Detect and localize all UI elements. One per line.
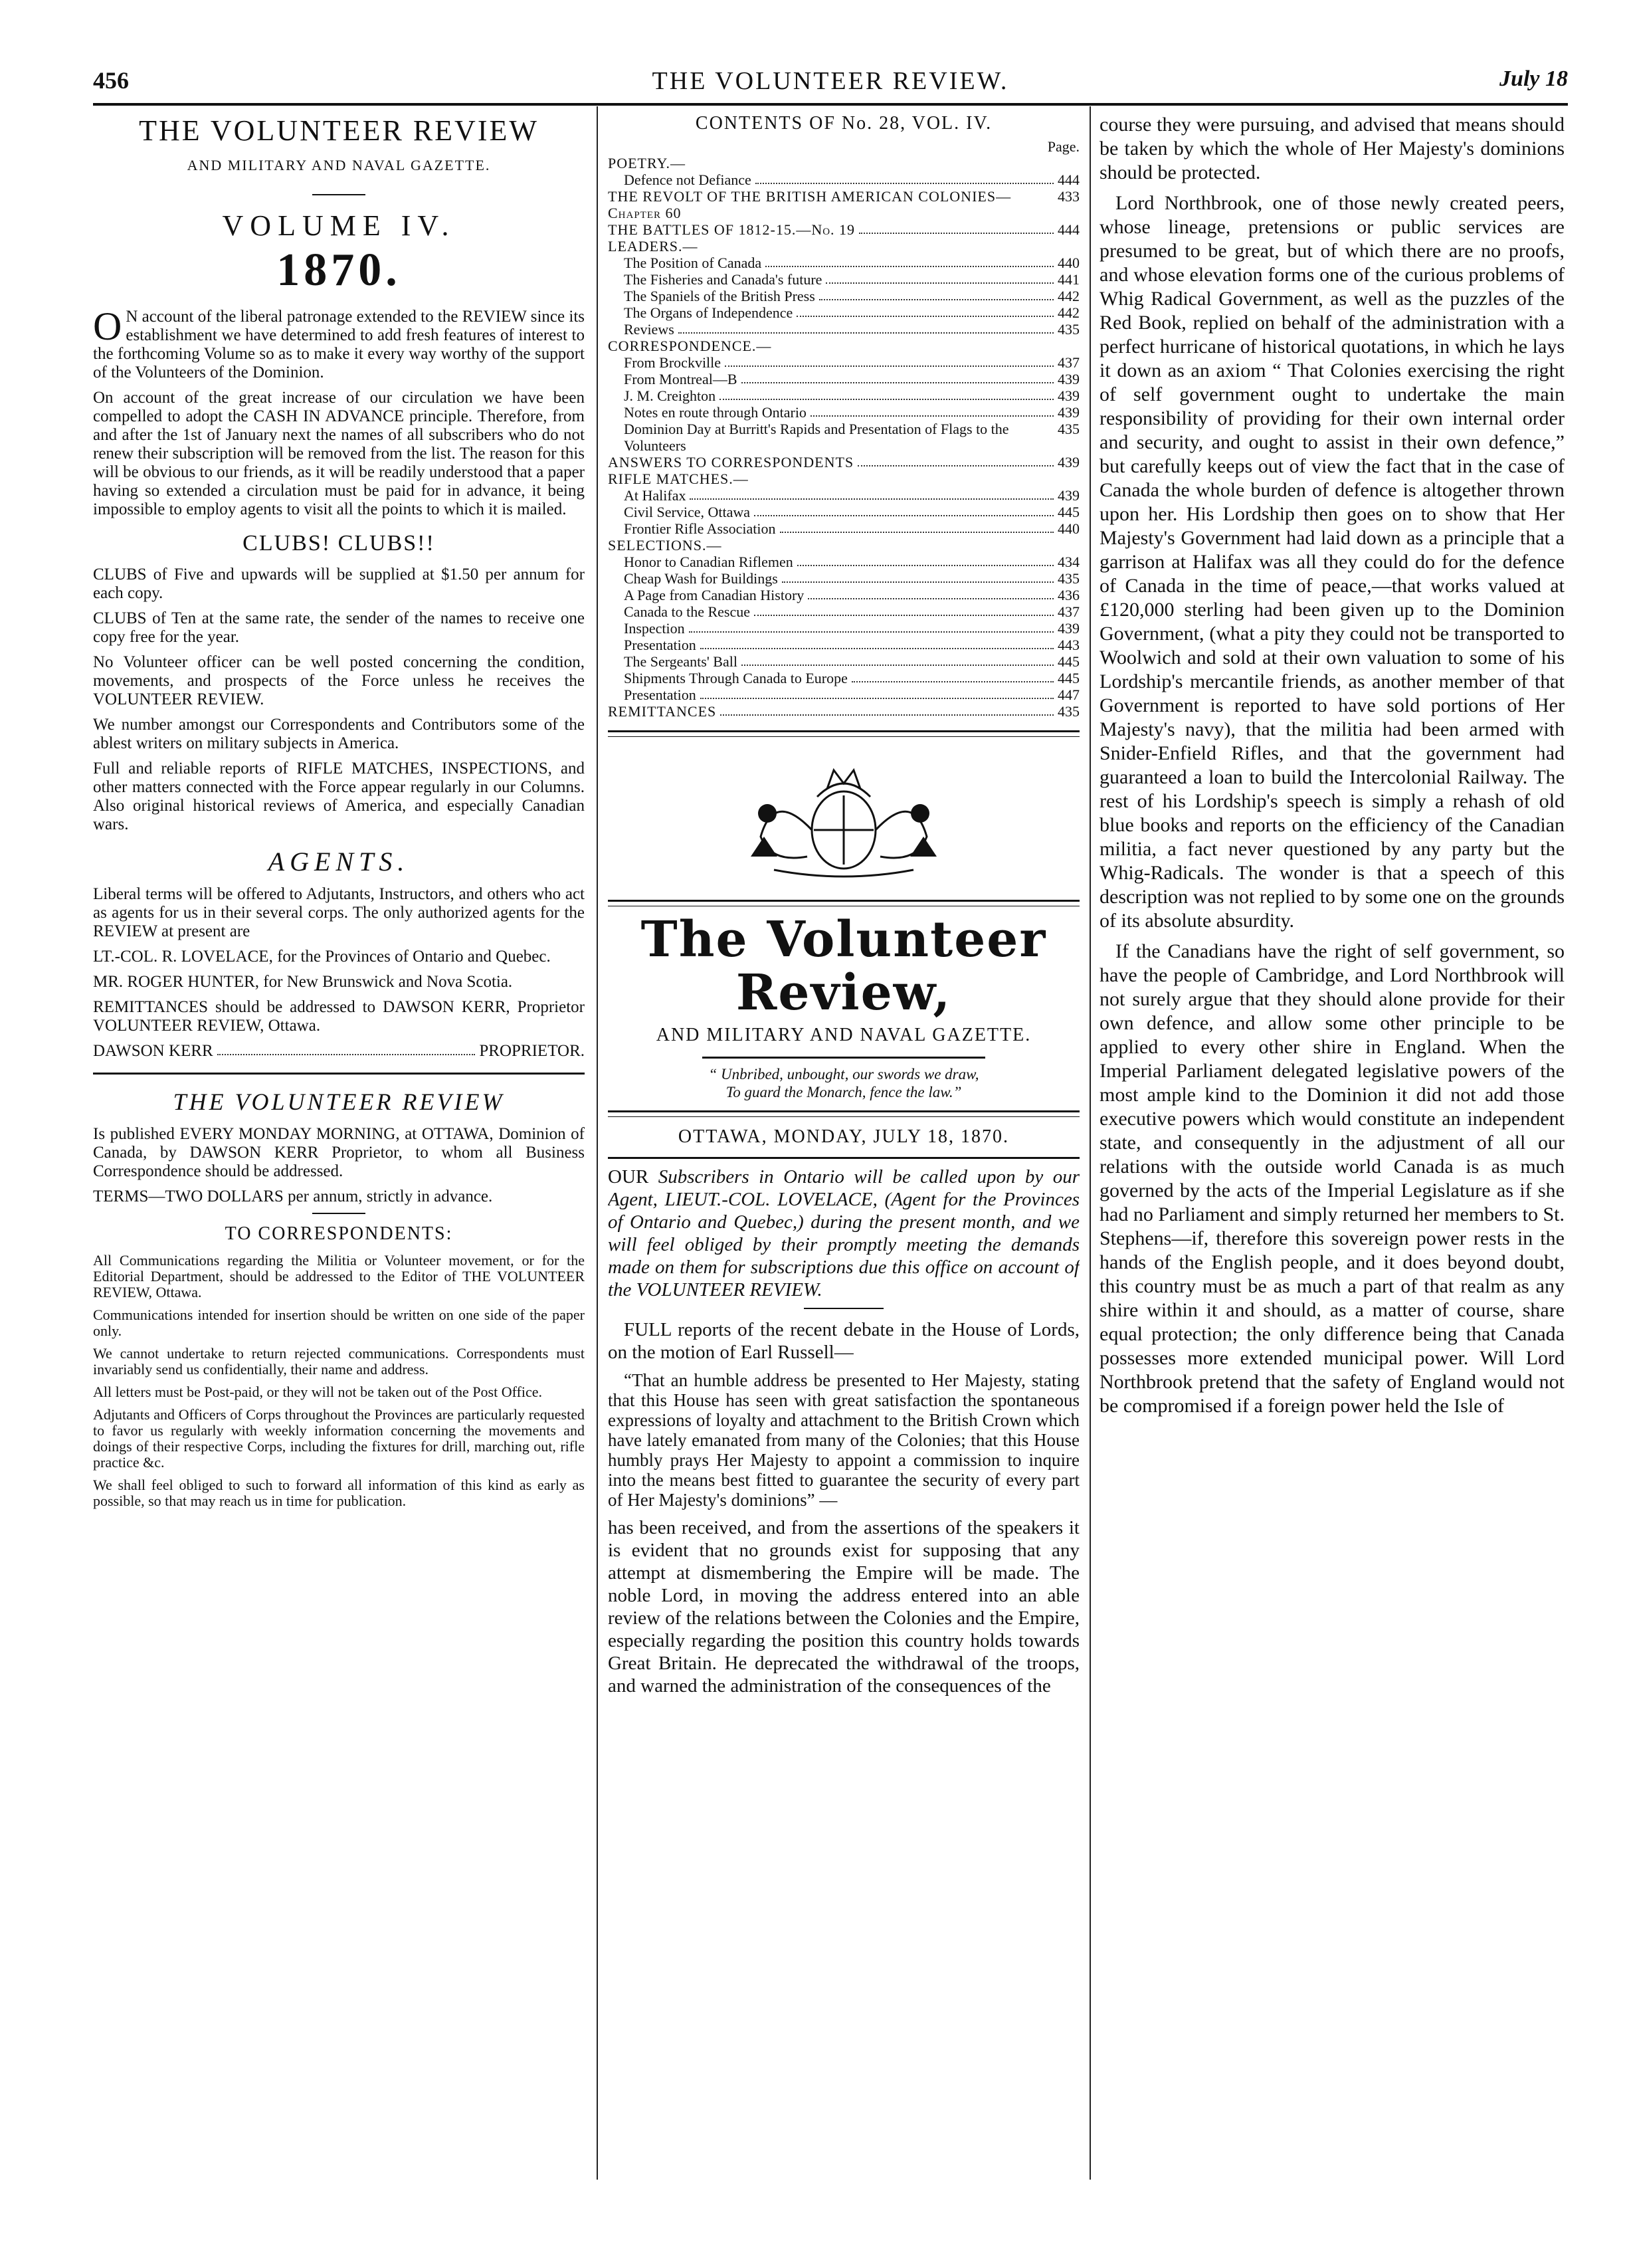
agent-entry: LT.-COL. R. LOVELACE, for the Provinces of Ontario and Quebec. — [93, 948, 551, 966]
contents-entry-label: Canada to the Rescue — [624, 603, 750, 620]
divider — [93, 1073, 585, 1075]
paper-subtitle: AND MILITARY AND NAVAL GAZETTE. — [187, 157, 491, 173]
contents-entry-label: CORRESPONDENCE.— — [608, 338, 772, 354]
year-heading: 1870. — [276, 245, 401, 296]
contents-entry — [608, 620, 1080, 637]
contents-entry-label: Shipments Through Canada to Europe — [624, 670, 848, 686]
column-middle — [608, 113, 1080, 2180]
contents-entry-label: J. M. Creighton — [624, 387, 716, 404]
volume-heading: VOLUME IV. — [222, 209, 456, 242]
article-intro: FULL reports of the recent debate in the House of Lords, on the motion of Earl Russell— — [608, 1319, 1080, 1363]
contents-entry — [608, 255, 1080, 271]
contents-entry — [608, 221, 1080, 238]
contents-entry — [608, 703, 1080, 720]
contents-entry-label: Cheap Wash for Buildings — [624, 570, 778, 587]
contents-entry-label: The Spaniels of the British Press — [624, 288, 815, 304]
contents-entry-label: Inspection — [624, 620, 685, 637]
to-correspondents-heading: TO CORRESPONDENTS: — [225, 1223, 453, 1244]
correspondence-note: We shall feel obliged to such to forward all information of this kind as early as possible, so that may reach us in time for publication. — [93, 1477, 585, 1509]
header-date: July 18 — [1499, 66, 1568, 91]
contents-entry — [608, 304, 1080, 321]
drop-cap: O — [93, 304, 122, 348]
royal-crest-icon — [608, 750, 1080, 883]
column-right — [1100, 113, 1565, 2180]
contents-entry — [608, 321, 1080, 338]
page-header — [93, 66, 1568, 106]
agent-entry: MR. ROGER HUNTER, for New Brunswick and Nova Scotia. — [93, 973, 513, 991]
correspondence-note: We cannot undertake to return rejected communications. Correspondents must invariably send us confidentially, their name and address. — [93, 1345, 585, 1378]
contents-entry-page: 434 — [1058, 554, 1080, 570]
paper-title: THE VOLUNTEER REVIEW — [139, 114, 539, 147]
contents-entry-label: From Brockville — [624, 354, 721, 371]
agents-heading: AGENTS. — [268, 847, 410, 876]
contents-entry — [608, 188, 1080, 221]
contents-entry-label: RIFLE MATCHES.— — [608, 470, 749, 487]
divider — [608, 900, 1080, 906]
divider — [608, 730, 1080, 737]
contents-entry — [608, 570, 1080, 587]
divider — [702, 1057, 985, 1059]
contents-title: CONTENTS OF No. 28, VOL. IV. — [695, 113, 993, 134]
contents-entry-label: The Position of Canada — [624, 255, 762, 271]
contents-entry-page: 435 — [1058, 570, 1080, 587]
contents-header-row — [608, 138, 1080, 155]
contents-entry-page: 443 — [1058, 637, 1080, 653]
divider — [608, 1157, 1080, 1159]
divider — [312, 194, 365, 195]
dateline: OTTAWA, MONDAY, JULY 18, 1870. — [678, 1126, 1010, 1147]
contents-entry-page: 439 — [1058, 487, 1080, 504]
column-divider — [597, 106, 598, 2180]
contents-entry-page: 439 — [1058, 454, 1080, 470]
masthead-title: The Volunteer Review, — [640, 911, 1047, 1021]
contents-entry-page: 433 — [1058, 188, 1080, 205]
contents-list — [608, 138, 1080, 720]
clubs-five-paragraph: CLUBS of Five and upwards will be supplied at $1.50 per annum for each copy. — [93, 566, 585, 602]
contents-entry — [608, 371, 1080, 387]
contents-entry-page: 437 — [1058, 354, 1080, 371]
correspondence-note: Communications intended for insertion should be written on one side of the paper only. — [93, 1306, 585, 1339]
contents-entry — [608, 537, 1080, 554]
contents-entry-page: 439 — [1058, 620, 1080, 637]
clubs-ten-paragraph: CLUBS of Ten at the same rate, the sender of the names to receive one copy free for the year. — [93, 609, 585, 646]
contents-entry-label: Defence not Defiance — [624, 171, 751, 188]
intro-paragraph: O N account of the liberal patronage extended to the REVIEW since its establishment we have determined to add fresh features of interest to the forthcoming Volume so as to make it every way worthy of the support of the Volunteers of the Dominion. — [93, 304, 585, 381]
contents-entry — [608, 238, 1080, 255]
divider — [312, 1213, 365, 1214]
correspondence-note: All Communications regarding the Militia or Volunteer movement, or for the Editorial Department, should be addressed to the Editor of THE VOLUNTEER REVIEW, Ottawa. — [93, 1252, 585, 1300]
article-paragraph: If the Canadians have the right of self government, so have the people of Cambridge, and Lord Northbrook will not surely argue that they should alone provide for their own defence, and allow some other principle to be applied to every other shire in England. When the Imperial Parliament delegated legislative powers of the most ample kind to the Dominion it did not add those executive powers which would constitute an independent state, and consequently in the adjustment of all our relations with the outside world Canada is as much governed by the acts of the Imperial Legislature as if she had no Parliament and simply returned her members to St. Stephens—if, therefore this sovereign power rests in the hands of the English people, and it does beyond doubt, this country must be as much a part of that realm as any shire within it and should, as a matter of course, share equal protection; the only difference being that Canada possesses more extended municipal power. Will Lord Northbrook pretend that the safety of England would not be compromised if a foreign power held the Isle of — [1100, 940, 1565, 1417]
contents-entry — [608, 504, 1080, 520]
contents-entry-label: POETRY.— — [608, 155, 686, 171]
contents-entry-label: THE REVOLT OF THE BRITISH AMERICAN COLONIES—Chapter 60 — [608, 188, 1012, 221]
correspondents-paragraph: We number amongst our Correspondents and Contributors some of the ablest writers on military subjects in America. — [93, 716, 585, 752]
page-column-label: Page. — [1047, 138, 1080, 155]
contents-entry — [608, 421, 1080, 454]
remittances-paragraph: REMITTANCES should be addressed to DAWSON KERR, Proprietor VOLUNTEER REVIEW, Ottawa. — [93, 998, 585, 1035]
contents-entry-label: At Halifax — [624, 487, 686, 504]
contents-entry-page: 447 — [1058, 686, 1080, 703]
divider — [804, 1308, 884, 1309]
header-rule — [93, 103, 1568, 106]
contents-entry — [608, 670, 1080, 686]
contents-entry-label: The Sergeants' Ball — [624, 653, 737, 670]
column-left — [93, 113, 585, 2180]
contents-entry-page: 445 — [1058, 504, 1080, 520]
contents-entry-label: THE BATTLES OF 1812-15.—No. 19 — [608, 221, 856, 238]
contents-entry-page: 436 — [1058, 587, 1080, 603]
circulation-paragraph: On account of the great increase of our circulation we have been compelled to adopt the CASH IN ADVANCE principle. Therefore, from and after the 1st of January next the names of all subscribers who do not renew their subscription will be removed from the list. The reason for this will be obvious to our friends, as it will be readily understood that a paper having so extended a circulation must be paid for in advance, it being impossible to employ agents to visit all the points to which it is mailed. — [93, 389, 585, 518]
contents-entry-page: 439 — [1058, 387, 1080, 404]
contents-entry — [608, 288, 1080, 304]
contents-entry-label: Reviews — [624, 321, 674, 338]
contents-entry-label: Honor to Canadian Riflemen — [624, 554, 793, 570]
contents-entry — [608, 454, 1080, 470]
contents-entry — [608, 637, 1080, 653]
contents-entry — [608, 686, 1080, 703]
article-paragraph: Lord Northbrook, one of those newly created peers, whose lineage, pretensions or public services are presumed to be great, but of which there are no proofs, and whose elevation forms one of the curious problems of Whig Radical Government, as well as the puzzles of the Red Book, replied on behalf of the administration with a perfect hurricane of historical quotations, in which he lays it down as an axiom “ That Colonies exercising the right of self government ought to undertake the main responsibility of providing for their own internal order and security, and ought to assist in their own defence,” but carefully keeps out of view the fact that in the case of Canada the whole burden of defence is altogether thrown upon her. His Lordship then goes on to show that Her Majesty's Government had laid down as a principle that a garrison at Halifax was all they could do for the defence of Canada in the time of peace,—that works valued at £120,000 sterling had been given up to the Dominion Government, (what a pity they could not be transported to Woolwich and sold at their own valuation to some of his Lordship's mercantile friends, as another member of that Government is reported to have sold portions of Her Majesty's navy), that the militia had been armed with Snider-Enfield Rifles, and that the government had guaranteed a loan to build the Intercolonial Railway. The rest of his Lordship's speech is simply a rehash of old blue books and reports on the efficiency of the Canadian militia, a fact never questioned by any party but the Whig-Radicals. The wonder is that a speech of this description was not replied to by some one on the grounds of its absolute absurdity. — [1100, 192, 1565, 932]
agents-paragraph: Liberal terms will be offered to Adjutants, Instructors, and others who act as agents for us in their several corps. The only authorized agents for the REVIEW at present are — [93, 885, 585, 940]
contents-entry — [608, 271, 1080, 288]
contents-entry — [608, 354, 1080, 371]
contents-entry-label: From Montreal—B — [624, 371, 737, 387]
contents-entry-label: The Organs of Independence — [624, 304, 793, 321]
contents-entry-label: Presentation — [624, 686, 696, 703]
contents-entry-label: Civil Service, Ottawa — [624, 504, 751, 520]
published-paragraph: Is published EVERY MONDAY MORNING, at OTTAWA, Dominion of Canada, by DAWSON KERR Proprietor, to whom all Business Correspondence should be addressed. — [93, 1125, 585, 1180]
contents-entry — [608, 487, 1080, 504]
contents-entry-label: LEADERS.— — [608, 238, 698, 255]
contents-entry-page: 444 — [1058, 171, 1080, 188]
running-title: THE VOLUNTEER REVIEW. — [652, 67, 1009, 95]
column-divider — [1090, 106, 1091, 2180]
article-quote: “That an humble address be presented to Her Majesty, stating that this House has seen with great satisfaction the spontaneous expressions of loyalty and attachment to the British Crown which have lately emanated from many of the Colonies; that this House humbly prays Her Majesty to appoint a commission to inquire into the means best fitted to guarantee the security of every part of Her Majesty's dominions” — — [608, 1370, 1080, 1510]
contents-entry-label: The Fisheries and Canada's future — [624, 271, 822, 288]
contents-entry — [608, 603, 1080, 620]
contents-entry-label: ANSWERS TO CORRESPONDENTS — [608, 454, 854, 470]
contents-entry-page: 441 — [1058, 271, 1080, 288]
proprietor-line: DAWSON KERR PROPRIETOR. — [93, 1042, 585, 1060]
review-heading: THE VOLUNTEER REVIEW — [173, 1088, 505, 1115]
contents-entry — [608, 338, 1080, 354]
subscriber-notice: OUR Subscribers in Ontario will be called upon by our Agent, LIEUT.-COL. LOVELACE, (Agent for the Provinces of Ontario and Quebec,) during the present month, and we will feel obliged by their promptly meeting the demands made on them for subscriptions due this office on account of the VOLUNTEER REVIEW. — [608, 1166, 1080, 1300]
terms-paragraph: TERMS—TWO DOLLARS per annum, strictly in advance. — [93, 1187, 493, 1205]
contents-entry-page: 435 — [1058, 703, 1080, 720]
clubs-heading: CLUBS! CLUBS!! — [242, 531, 435, 556]
contents-entry — [608, 470, 1080, 487]
contents-entry-page: 435 — [1058, 421, 1080, 437]
contents-entry-page: 444 — [1058, 221, 1080, 238]
contents-entry — [608, 171, 1080, 188]
contents-entry-page: 442 — [1058, 304, 1080, 321]
contents-entry — [608, 587, 1080, 603]
divider — [608, 1110, 1080, 1117]
contents-entry — [608, 404, 1080, 421]
contents-entry-label: Presentation — [624, 637, 696, 653]
contents-entry — [608, 387, 1080, 404]
reports-paragraph: Full and reliable reports of RIFLE MATCHES, INSPECTIONS, and other matters connected with the Force appear regularly in our Columns. Also original historical reviews of America, and especially Canadian wars. — [93, 760, 585, 833]
correspondence-note: All letters must be Post-paid, or they will not be taken out of the Post Office. — [93, 1384, 542, 1400]
contents-entry-label: REMITTANCES — [608, 703, 717, 720]
contents-entry-page: 445 — [1058, 670, 1080, 686]
contents-entry-label: Notes en route through Ontario — [624, 404, 807, 421]
contents-entry-page: 437 — [1058, 603, 1080, 620]
contents-entry-label: Dominion Day at Burritt's Rapids and Presentation of Flags to the Volunteers — [624, 421, 1009, 454]
article-paragraph: course they were pursuing, and advised that means should be taken by which the whole of Her Majesty's dominions should be protected. — [1100, 114, 1565, 183]
contents-entry-page: 435 — [1058, 321, 1080, 338]
contents-entry-page: 440 — [1058, 255, 1080, 271]
contents-entry-page: 440 — [1058, 520, 1080, 537]
contents-entry-label: SELECTIONS.— — [608, 537, 722, 554]
masthead-subtitle: AND MILITARY AND NAVAL GAZETTE. — [656, 1025, 1032, 1045]
contents-entry-page: 442 — [1058, 288, 1080, 304]
contents-entry — [608, 653, 1080, 670]
contents-entry-page: 445 — [1058, 653, 1080, 670]
masthead-motto: “ Unbribed, unbought, our swords we draw, To guard the Monarch, fence the law.” — [708, 1066, 979, 1100]
correspondence-note: Adjutants and Officers of Corps throughout the Provinces are particularly requested to favor us regularly with weekly information concerning the movements and doings of their respective Corps, including the fixtures for drill, marching out, rifle practice &c. — [93, 1406, 585, 1471]
contents-entry — [608, 155, 1080, 171]
contents-entry-label: Frontier Rifle Association — [624, 520, 776, 537]
contents-entry — [608, 520, 1080, 537]
officer-paragraph: No Volunteer officer can be well posted concerning the condition, movements, and prospects of the Force unless he receives the VOLUNTEER REVIEW. — [93, 653, 585, 708]
article-continuation: has been received, and from the assertions of the speakers it is evident that no grounds exist for supposing that any attempt at dismembering the Empire will be made. The noble Lord, in moving the address entered into an able review of the relations between the Colonies and the Empire, especially regarding the position this country holds towards Great Britain. He deprecated the withdrawal of the troops, and warned the administration of the consequences of the — [608, 1517, 1080, 1697]
page-number: 456 — [93, 67, 129, 94]
contents-entry — [608, 554, 1080, 570]
contents-entry-page: 439 — [1058, 371, 1080, 387]
contents-entry-label: A Page from Canadian History — [624, 587, 805, 603]
contents-entry-page: 439 — [1058, 404, 1080, 421]
